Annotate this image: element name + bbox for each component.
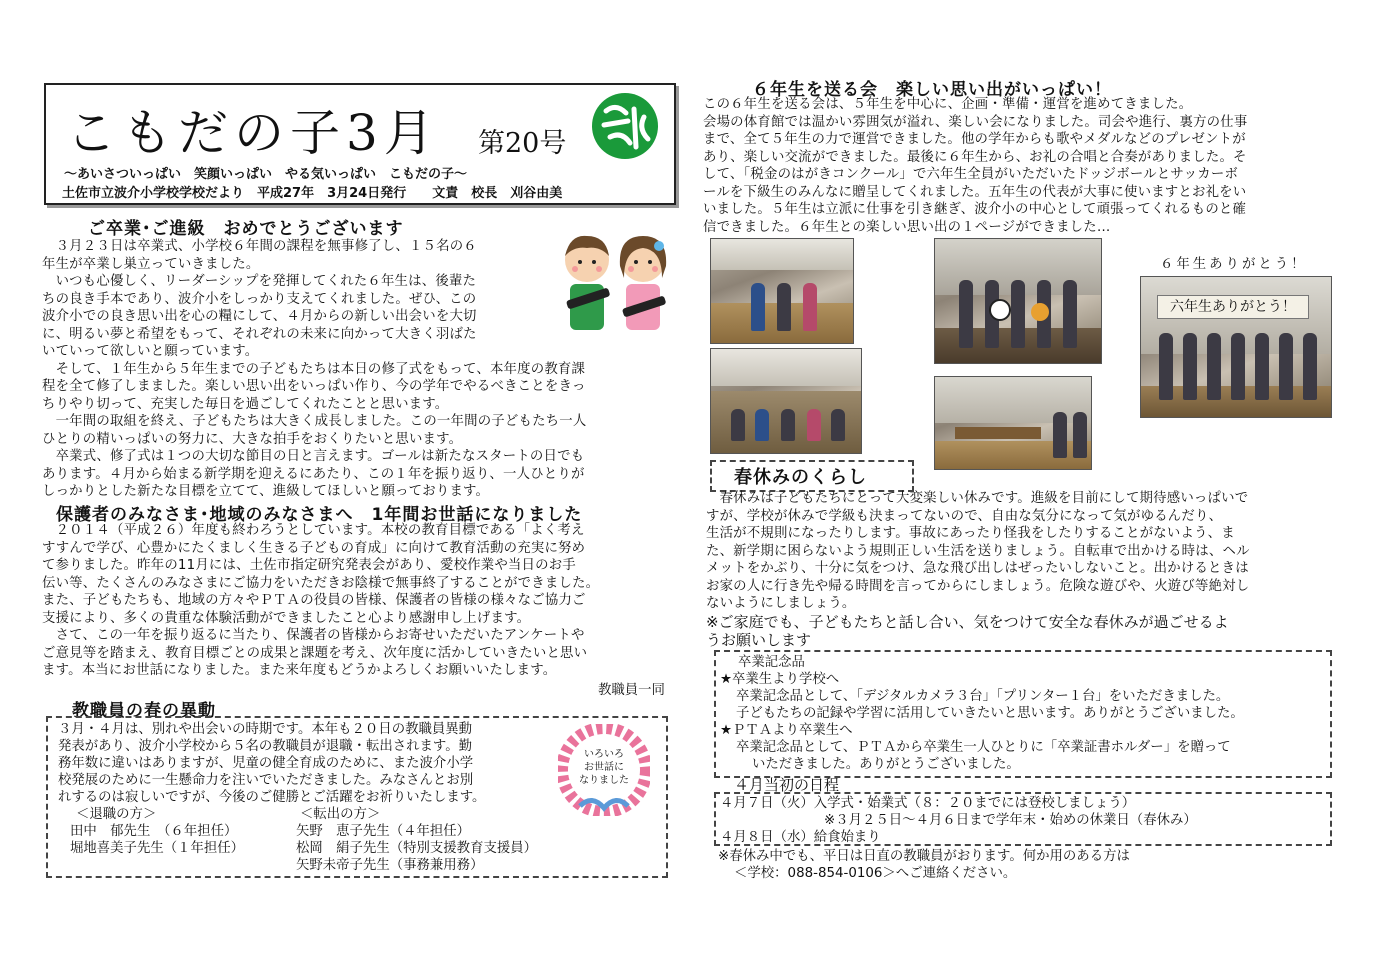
schedule-line: ４月７日（火）入学式・始業式（８：２０までには登校しましょう） [720, 796, 1136, 811]
photo-thankyou-banner [1140, 276, 1332, 418]
body-line: さて、この一年を振り返るに当たり、保護者の皆様からお寄せいただいたアンケートや [42, 628, 585, 643]
body-line: 一年間の取組を終え、子どもたちは大きく成長しました。この一年間の子どもたち一人 [42, 414, 587, 429]
photo-stage-ball [934, 238, 1102, 364]
wreath-line: いろいろ [584, 749, 624, 760]
body-line: して、「税金のはがきコンクール」で六年生全員がいただいたドッジボールとサッカーボ [703, 167, 1239, 182]
gifts-to-school: ★卒業生より学校へ [720, 672, 840, 687]
wreath-line: なりました [579, 775, 629, 786]
retire-list [70, 823, 244, 857]
body-line: ３月２３日は卒業式、小学校６年間の課程を無事修了し、１５名の６ [42, 239, 477, 254]
body-line: 年生が卒業し巣立っていきました。 [42, 256, 260, 272]
body-line: 会場の体育館では温かい雰囲気が溢れ、楽しい会になりました。司会や進行、裏方の仕事 [703, 114, 1248, 130]
masthead-title: こもだの子3月 [66, 104, 440, 162]
body-line: に、明るい夢と希望をもって、それぞれの未来に向かって大きく羽ばた [42, 326, 477, 342]
retire-item: 田中 郁先生 （６年担任） [70, 824, 238, 839]
body-line: ます。本当にお世話になりました。また来年度もどうかよろしくお願いいたします。 [42, 663, 557, 678]
graduation-body [42, 238, 586, 501]
body-line: いつも心優しく、リーダーシップを発揮してくれた６年生は、後輩た [42, 274, 477, 289]
april-body [720, 795, 1197, 846]
body-line: 伝い等、たくさんのみなさまにご協力をいただきお陰様で無事終了することができました。 [42, 575, 600, 591]
flower-wreath-icon [558, 724, 650, 816]
transfer-item: 矢野 恵子先生（４年担任） [296, 824, 471, 839]
body-line: この６年生を送る会は、５年生を中心に、企画・準備・運営を進めてきました。 [703, 97, 1193, 112]
schedule-line: ４月８日（水）給食始まり [720, 830, 881, 845]
photo-gym-activity [710, 238, 854, 344]
masthead-motto: ～あいさついっぱい 笑顔いっぱい やる気いっぱい こもだの子～ [64, 167, 468, 182]
body-line: お家の人に行き先や帰る時間を言ってからにしましょう。危険な遊びや、火遊び等絶対し [706, 578, 1250, 594]
note-line: ＜学校：088-854-0106＞へご連絡ください。 [734, 866, 1017, 881]
body-line: そして、１年生から５年生までの子どもたちは本日の修了式をもって、本年度の教育課 [42, 361, 586, 377]
transfer-list [296, 823, 537, 874]
note-line: うお願いします [706, 631, 812, 649]
body-line: ２０１４（平成２６）年度も終わろうとしています。本校の教育目標である「よく考え [42, 523, 585, 538]
body-line: 波介小での良き思い出を心の糧にして、４月からの新しい出会いを大切 [42, 309, 477, 324]
photo-gym-crowd [710, 348, 862, 454]
gifts-body [720, 654, 1244, 773]
april-title: ４月当初の日程 [734, 776, 840, 794]
note-line: ※春休み中でも、平日は日直の教職員がおります。何か用のある方は [718, 849, 1130, 864]
april-note [718, 848, 1130, 882]
masthead [44, 83, 676, 205]
body-line: いました。５年生は立派に仕事を引き継ぎ、波介小の中心として頑張ってくれるものと確 [703, 202, 1247, 217]
wreath-line: お世話に [584, 762, 624, 773]
body-line: あります。４月から始まる新学期を迎えるにあたり、この１年を振り返り、一人ひとりが [42, 466, 585, 482]
body-line: また、子どもたちも、地域の方々やＰＴＡの役員の皆様、保護者の皆様の様々なご協力ご [42, 593, 586, 608]
body-line: ３月・４月は、別れや出会いの時期です。本年も２０日の教職員異動 [58, 722, 473, 737]
body-line: ないようにしましょう。 [706, 596, 856, 611]
body-line: ちりやり切って、充実した毎日を過ごしてくれたことと思います。 [42, 396, 449, 412]
body-line: いただきました。ありがとうございました。 [752, 757, 1020, 772]
farewell-heading: ６年生を送る会 楽しい思い出がいっぱい！ [752, 80, 1112, 100]
body-line: あり、楽しい交流ができました。最後に６年生から、お礼の合唱と合奏がありました。そ [703, 149, 1247, 165]
photo-caption: ６年生ありがとう！ [1160, 257, 1308, 272]
wreath-text [572, 748, 636, 787]
transfer-label: ＜転出の方＞ [300, 807, 381, 822]
staff-heading: 教職員の春の異動 [72, 701, 216, 721]
note-line: ※ご家庭でも、子どもたちと話し合い、気をつけて安全な春休みが過ごせるよ [706, 613, 1229, 631]
school-logo [586, 91, 664, 161]
body-line: ちの良き手本であり、波介小をしっかり支えてくれました。ぜひ、この [42, 291, 477, 307]
body-line: 発表があり、波介小学校から５名の教職員が退職・転出されます。勤 [58, 739, 473, 754]
body-line: 卒業記念品として、「デジタルカメラ３台」「プリンター１台」をいただきました。 [736, 689, 1230, 704]
body-line: た、新学期に困らないよう規則正しい生活を送りましょう。自転車で出かける時は、ヘル [706, 543, 1250, 559]
body-line: 卒業記念品として、ＰＴＡから卒業生一人ひとりに「卒業証書ホルダー」を贈って [736, 740, 1231, 755]
gifts-title: 卒業記念品 [738, 655, 805, 670]
body-line: 校発展のために一生懸命力を注いでいただきました。みなさんとお別 [58, 773, 474, 788]
body-line: メットをかぶり、十分に気をつけ、急な飛び出しはぜったいしないこと。出かけるときは [706, 561, 1249, 576]
body-line: れするのは寂しいですが、今後のご健勝とご活躍をお祈りいたします。 [58, 790, 486, 805]
body-line: まで、全て５年生の力で運営できました。他の学年からも歌やメダルなどのプレゼントが [703, 132, 1246, 147]
body-line: 生活が不規則になったりします。事故にあったり怪我をしたりすることがないよう、ま [706, 526, 1235, 541]
spring-body [706, 490, 1250, 613]
body-line: すが、学校が休みで学級も決まってないので、自由な気分になって気がゆるんだり、 [706, 508, 1223, 524]
thanks-signature: 教職員一同 [598, 683, 665, 698]
farewell-body [703, 96, 1247, 236]
body-line: 子どもたちの記録や学習に活用していきたいと思います。ありがとうございました。 [736, 706, 1244, 721]
body-line: て参りました。昨年の11月には、土佐市指定研究発表会があり、愛校作業や当日のお手 [42, 558, 576, 573]
body-line: 務年数に違いはありますが、児童の健全育成のために、また波介小学 [58, 756, 474, 771]
retire-item: 堀地喜美子先生（１年担任） [70, 841, 245, 856]
photo-xylophone [934, 376, 1092, 470]
body-line: すすんで学び、心豊かにたくましく生きる子どもの育成」に向けて教育活動の充実に努め [42, 540, 586, 556]
thanks-body [42, 522, 599, 680]
body-line: しっかりとした新たな目標を立てて、進級してほしいと願っております。 [42, 484, 490, 499]
body-line: 程を全て修了しまました。楽しい思い出をいっぱい作り、今の学年でやるべきことをきっ [42, 379, 586, 394]
graduates-illustration [556, 222, 676, 340]
spring-heading: 春休みのくらし [734, 467, 867, 488]
staff-body [58, 721, 485, 806]
body-line: いていって欲しいと願っています。 [42, 344, 259, 359]
body-line: ご意見等を踏まえ、教育目標ごとの成果と課題を考え、次年度に活かしていきたいと思い [42, 645, 588, 661]
spring-note [706, 613, 1229, 649]
body-line: 支援により、多くの貴重な体験活動ができましたこと心より感謝申し上げます。 [42, 610, 531, 626]
issue-number: 第20号 [478, 128, 567, 159]
schedule-line: ※３月２５日～４月６日まで学年末・始めの休業日（春休み） [824, 813, 1197, 828]
body-line: 信できました。６年生との楽しい思い出の１ページができました… [703, 219, 1111, 235]
body-line: 卒業式、修了式は１つの大切な節目の日と言えます。ゴールは新たなスタートの日でも [42, 449, 585, 464]
body-line: 春休みは子どもたちにとって大変楽しい休みです。進級を目前にして期待感いっぱいで [706, 491, 1249, 506]
masthead-publisher: 土佐市立波介小学校学校だより 平成27年 3月24日発行 文責 校長 刈谷由美 [62, 186, 563, 201]
body-line: ひとりの精いっぱいの努力に、大きな拍手をおくりたいと思います。 [42, 431, 463, 447]
thanks-heading: 保護者のみなさま･地域のみなさまへ 1年間お世話になりました [56, 505, 583, 525]
body-line: ールを下級生のみんなに贈呈してくれました。五年生の代表が大事に使いますとお礼をい [703, 184, 1247, 200]
transfer-item: 松岡 絹子先生（特別支援教育支援員） [296, 841, 538, 856]
gifts-to-grads: ★ＰＴＡより卒業生へ [720, 723, 853, 738]
banner-text: 六年生ありがとう！ [1157, 295, 1309, 319]
graduation-heading: ご卒業･ご進級 おめでとうございます [88, 219, 404, 239]
retire-label: ＜退職の方＞ [76, 807, 157, 822]
transfer-item: 矢野未帝子先生（事務兼用務） [296, 858, 484, 873]
